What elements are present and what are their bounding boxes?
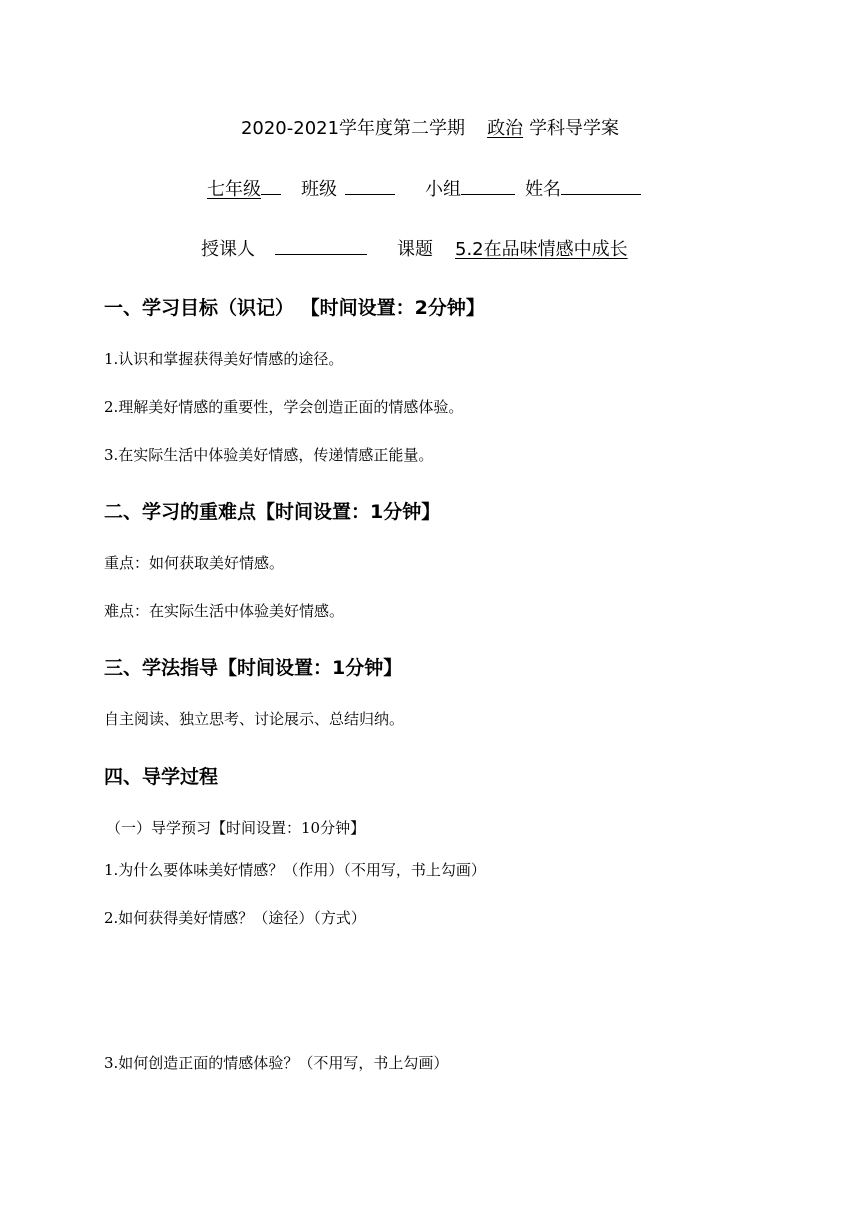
section-heading-objectives: 一、学习目标（识记） 【时间设置：2分钟】: [104, 297, 485, 319]
lesson-info-row: [201, 235, 628, 261]
section-heading-method: 三、学法指导【时间设置：1分钟】: [104, 657, 403, 679]
key-point-item: 重点：如何获取美好情感。: [104, 554, 285, 572]
document-title: [0, 114, 860, 140]
title-prefix: 2020-2021学年度第二学期: [240, 118, 466, 139]
teacher-blank[interactable]: [275, 235, 367, 255]
name-label: 姓名: [525, 179, 561, 200]
name-blank[interactable]: [561, 175, 641, 195]
group-label: 小组: [425, 179, 461, 200]
question-item: 2.如何获得美好情感？（途径）（方式）: [104, 909, 366, 927]
grade-blank[interactable]: [261, 175, 281, 195]
topic-label: 课题: [397, 239, 433, 260]
objective-item: 1.认识和掌握获得美好情感的途径。: [104, 350, 344, 368]
section-heading-key-points: 二、学习的重难点【时间设置：1分钟】: [104, 501, 441, 523]
question-item: 1.为什么要体味美好情感？（作用）（不用写，书上勾画）: [104, 861, 486, 879]
subject-field: 政治: [487, 118, 524, 139]
class-label: 班级: [301, 179, 337, 200]
subsection-heading-preview: （一）导学预习【时间设置：10分钟】: [106, 819, 366, 837]
section-heading-process: 四、导学过程: [104, 766, 219, 788]
objective-item: 3.在实际生活中体验美好情感，传递情感正能量。: [104, 446, 434, 464]
grade-field: 七年级: [207, 179, 261, 200]
class-blank[interactable]: [345, 175, 395, 195]
student-info-row: [207, 175, 641, 201]
key-point-item: 难点：在实际生活中体验美好情感。: [104, 602, 345, 620]
objective-item: 2.理解美好情感的重要性，学会创造正面的情感体验。: [104, 398, 464, 416]
topic-field: 5.2在品味情感中成长: [455, 239, 628, 260]
method-item: 自主阅读、独立思考、讨论展示、总结归纳。: [104, 710, 405, 728]
question-item: 3.如何创造正面的情感体验？（不用写，书上勾画）: [104, 1054, 449, 1072]
group-blank[interactable]: [461, 175, 515, 195]
title-suffix: 学科导学案: [529, 118, 620, 139]
teacher-label: 授课人: [201, 239, 255, 260]
